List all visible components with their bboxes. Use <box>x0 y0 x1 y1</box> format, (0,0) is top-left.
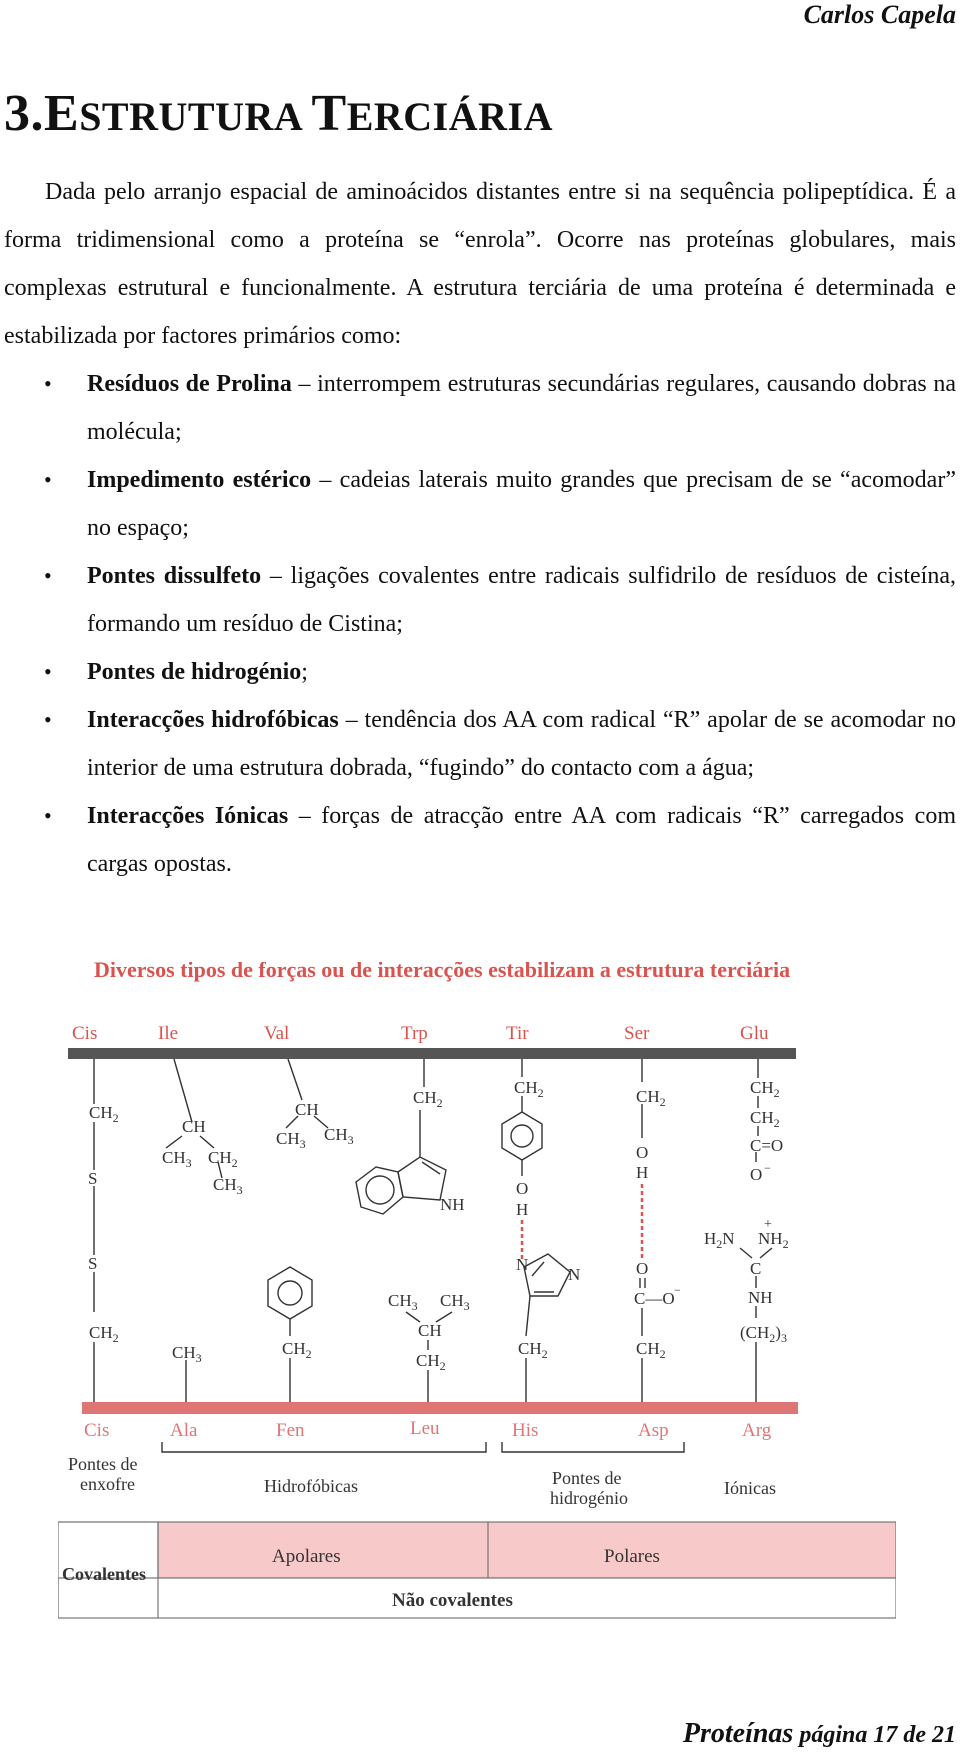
bottom-residue-label: Arg <box>742 1420 772 1441</box>
tertiary-structure-figure <box>58 962 896 1682</box>
sulfur-label: S <box>88 1254 98 1273</box>
ch3-label: $CH_3$ <box>440 1291 470 1313</box>
ch3-label: $CH_3$ <box>324 1125 354 1147</box>
list-item: • Interacções hidrofóbicas – tendência dos AA com radical “R” apolar de se acomodar no interior de uma estrutura dobrada, “fugindo” do contacto com a água; <box>0 696 956 792</box>
minus-sign: − <box>674 1283 681 1297</box>
hydrogen-label: H <box>636 1163 649 1182</box>
bullet-icon: • <box>44 803 52 828</box>
hydrogen-label: H <box>516 1200 529 1219</box>
bullet-icon: • <box>44 467 52 492</box>
ch-label: CH <box>182 1117 206 1136</box>
top-residue-label: Cis <box>72 1023 98 1044</box>
page-footer: Proteínas página 17 de 21 <box>682 1718 956 1749</box>
ch3-label: $CH_3$ <box>213 1175 243 1197</box>
amine-label: $NH_2$ <box>758 1229 789 1251</box>
table-polar: Polares <box>604 1546 660 1567</box>
group-label-disulfide: Pontes de enxofre <box>68 1454 138 1494</box>
group-label-hydrophobic: Hidrofóbicas <box>264 1476 358 1496</box>
oxygen-label: O <box>636 1143 649 1162</box>
alkyl-chain-label: $(CH_2)_3$ <box>740 1323 787 1345</box>
ch2-label: $CH_2$ <box>636 1339 666 1361</box>
group-label-ionic: Iónicas <box>724 1478 776 1498</box>
top-residue-label: Ser <box>624 1023 650 1044</box>
top-chain-band <box>68 1048 796 1059</box>
oxygen-label: O <box>750 1165 763 1184</box>
ch3-label: $CH_3$ <box>162 1148 192 1170</box>
nh-label: NH <box>440 1195 465 1214</box>
list-item: • Interacções Iónicas – forças de atracção entre AA com radicais “R” carregados com cargas opostas. <box>0 792 956 888</box>
bullet-icon: • <box>44 707 52 732</box>
nitrogen-label: N <box>516 1255 529 1274</box>
top-residue-label: Ile <box>158 1023 179 1044</box>
table-noncovalent: Não covalentes <box>392 1590 513 1611</box>
list-item: • Impedimento estérico – cadeias laterais muito grandes que precisam de se “acomodar” no espaço; <box>0 456 956 552</box>
classification-table <box>58 1522 896 1618</box>
bottom-residue-label: His <box>512 1420 539 1441</box>
table-apolar: Apolares <box>272 1546 341 1567</box>
carbon-label: C <box>750 1259 762 1278</box>
oxygen-label: O <box>636 1259 649 1278</box>
ch2-label: $CH_2$ <box>413 1088 443 1110</box>
figure-title: Diversos tipos de forças ou de interacções estabilizam a estrutura terciária <box>94 962 791 982</box>
top-residue-label: Glu <box>740 1023 769 1044</box>
author-name: Carlos Capela <box>803 0 956 29</box>
section-title: 3.ESTRUTURA TERCIÁRIA <box>4 85 553 142</box>
minus-sign: − <box>764 1161 771 1175</box>
bottom-residue-label: Fen <box>276 1420 305 1441</box>
ch3-label: $CH_3$ <box>276 1129 306 1151</box>
carboxylate-label: C—O <box>634 1289 675 1308</box>
bottom-residue-label: Ala <box>170 1420 198 1441</box>
bottom-residue-label: Cis <box>84 1420 110 1441</box>
bullet-icon: • <box>44 659 52 684</box>
bottom-residue-label: Asp <box>638 1420 669 1441</box>
list-item: • Pontes dissulfeto – ligações covalentes entre radicais sulfidrilo de resíduos de cisteína, formando um resíduo de Cistina; <box>0 552 956 648</box>
sulfur-label: S <box>88 1169 98 1188</box>
top-residue-label: Trp <box>401 1023 428 1044</box>
ch3-label: $CH_3$ <box>172 1343 202 1365</box>
ch-label: CH <box>418 1321 442 1340</box>
list-item: • Resíduos de Prolina – interrompem estruturas secundárias regulares, causando dobras na molécula; <box>0 360 956 456</box>
bottom-residue-label: Leu <box>410 1418 440 1439</box>
plus-sign: + <box>764 1217 772 1232</box>
intro-paragraph: Dada pelo arranjo espacial de aminoácidos distantes entre si na sequência polipeptídica. É a forma tridimensional como a proteína se “enrola”. Ocorre nas proteínas globulares, mais complexas estrutural e funcionalmente. A estrutura terciária de uma proteína é determinada e estabilizada por factores primários como: <box>4 179 956 349</box>
ch2-label: $CH_2$ <box>750 1108 780 1130</box>
ch2-label: $CH_2$ <box>750 1078 780 1100</box>
ch2-label: $CH_2$ <box>282 1339 312 1361</box>
top-residue-label: Tir <box>506 1023 529 1044</box>
list-item: • Pontes de hidrogénio; <box>0 648 956 696</box>
ch2-label: $CH_2$ <box>514 1078 544 1100</box>
group-label-hbond: Pontes de hidrogénio <box>550 1468 628 1508</box>
table-covalent: Covalentes <box>62 1564 146 1584</box>
nh-label: NH <box>748 1288 773 1307</box>
ch2-label: $CH_2$ <box>636 1087 666 1109</box>
nitrogen-label: N <box>568 1265 581 1284</box>
ch2-label: $CH_2$ <box>208 1148 238 1170</box>
bullet-icon: • <box>44 563 52 588</box>
ch3-label: $CH_3$ <box>388 1291 418 1313</box>
carbonyl-label: C=O <box>750 1136 784 1155</box>
oxygen-label: O <box>516 1179 529 1198</box>
ch2-label: $CH_2$ <box>518 1339 548 1361</box>
ch2-label: $CH_2$ <box>89 1103 119 1125</box>
amine-label: $H_2N$ <box>704 1229 735 1251</box>
bullet-icon: • <box>44 371 52 396</box>
ch2-label: $CH_2$ <box>416 1351 446 1373</box>
ch-label: CH <box>295 1100 319 1119</box>
ch2-label: $CH_2$ <box>89 1323 119 1345</box>
top-residue-label: Val <box>264 1023 290 1044</box>
bottom-chain-band <box>82 1402 798 1414</box>
factors-list <box>0 360 956 888</box>
